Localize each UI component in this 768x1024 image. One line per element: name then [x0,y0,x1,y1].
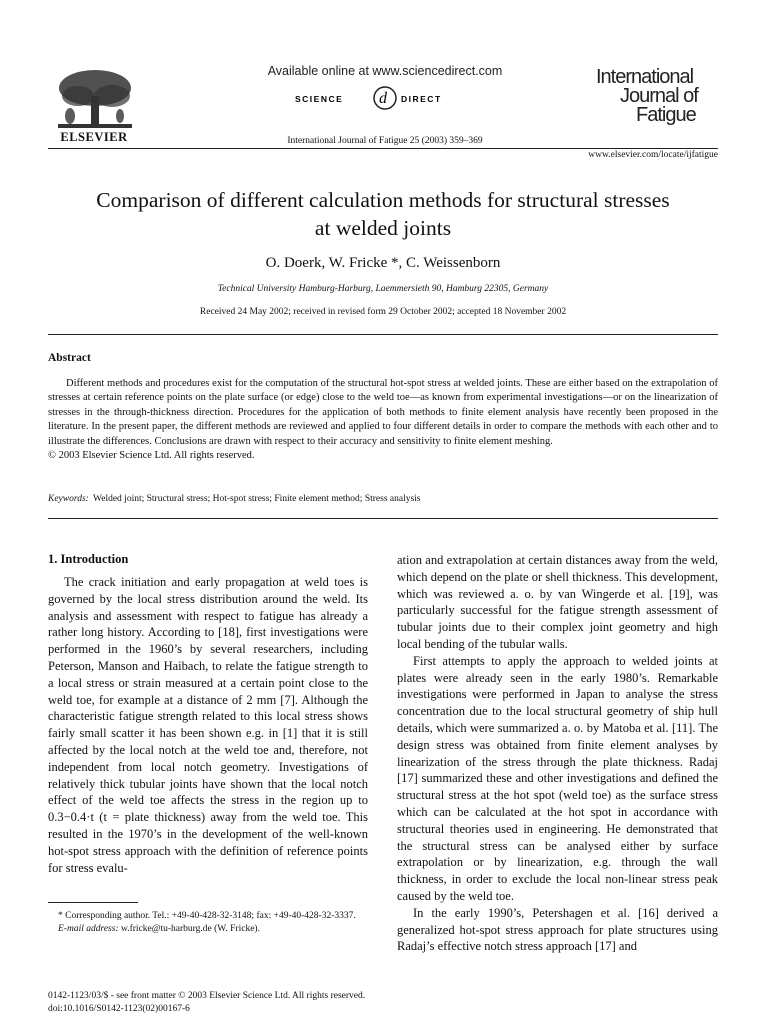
paragraph: The crack initiation and early propagation at weld toes is governed by the local stress distribution around the weld. Its analysis and assessment with respect to fatigue has already a rather long history. According to [18], first investigations were performed in the 1960’s by several researchers, including Peterson, Manson and Haibach, to relate the fatigue strength to a local stress or strain measured at a certain point close to the weld toe, for example at a distance of 2 mm [7]. Although the characteristic fatigue strength related to this local stress shows fairly small scatter it has been shown e.g. in [1] that it is still affected by the local notch at the weld toe and, therefore, not independent from local notch geometry. Investigations of relatively thick tubular joints have shown that the local notch effect of the weld toe affects the stress in the region up to 0.3−0.4·t (t = plate thickness) away from the weld toe. This resulted in the 1970’s in the development of the well-known hot-spot stress approach with the definition of reference points for stress evalu- [48,575,368,875]
elsevier-tree-logo [50,66,140,132]
journal-title-logo [596,68,716,125]
front-matter-info [48,990,718,1015]
paragraph: ation and extrapolation at certain distances away from the weld, which depend on the plate or shell thickness. This development, which was reviewed a. o. by van Wingerde et al. [19], was particularly successful for the fatigue strength assessment of tubular joints due to their complex joint geometry and high local bending of the tubular walls. [397,553,718,651]
section-heading: 1. Introduction [48,552,129,566]
paper-title [48,186,718,242]
journal-title-line: International [596,66,694,88]
abstract-heading: Abstract [48,352,91,364]
sd-left-text: SCIENCE [295,94,344,104]
authors: O. Doerk, W. Fricke *, C. Weissenborn [265,255,501,271]
front-matter-line: 0142-1123/03/$ - see front matter © 2003 Elsevier Science Ltd. All rights reserved. [48,991,366,1001]
svg-text:d: d [379,90,387,107]
header-divider [48,148,718,149]
abstract-body [48,377,718,463]
abstract-copyright: © 2003 Elsevier Science Ltd. All rights reserved. [48,450,255,462]
doi: doi:10.1016/S0142-1123(02)00167-6 [48,1003,190,1014]
title-line: Comparison of different calculation methods for structural stresses [96,188,670,212]
right-column [397,552,718,955]
available-online-text: Available online at www.sciencedirect.com [267,64,503,78]
abstract-text: Different methods and procedures exist for the computation of the structural hot-spot stress at welded joints. These are either based on the extrapolation of stresses at certain reference points on the plate surface (or edge) close to the weld toe—as known from experimental investigations—or on the linearization of stresses in the through-thickness direction. Procedures for the application of both methods to finite element analysis have recently been proposed in the literature. In the present paper, the different methods are reviewed and applied to four different details in order to compare the methods with each other and to illustrate the differences. Conclusions are drawn with respect to their accuracy and sensitivity to finite element meshing. [48,378,718,447]
left-column [48,574,368,876]
footnote-divider [48,902,138,903]
sciencedirect-logo [295,82,475,112]
divider [48,334,718,335]
affiliation: Technical University Hamburg-Harburg, Laemmersieth 90, Hamburg 22305, Germany [217,284,549,294]
footnote-email[interactable]: w.fricke@tu-harburg.de (W. Fricke). [120,924,260,934]
paragraph: In the early 1990’s, Petershagen et al. [16] derived a generalized hot-spot stress approach for plate structures using Radaj’s effective notch stress approach [17] and [397,905,718,954]
footnote-corresponding: * Corresponding author. Tel.: +49-40-428-32-3148; fax: +49-40-428-32-3337. [58,911,356,921]
keywords [48,494,718,504]
journal-title-line: Journal of [620,85,698,107]
journal-reference: International Journal of Fatigue 25 (2003) 359–369 [287,136,483,146]
divider [48,518,718,519]
footnote-email-label: E-mail address: [58,924,119,934]
paragraph: First attempts to apply the approach to welded joints at plates were already seen in the early 1980’s. Remarkable investigations were performed in Japan to analyse the stress concentration due to the local structural geometry of ship hull details, which were summarized a. o. by Matoba et al. [11]. The design stress was obtained from finite element analyses by linearization of the stress through the plate thickness. Radaj [17] summarized these and other investigations and defined the structural stress at the hot spot (weld toe) as the surface stress which can be calculated at the hot spot in accordance with structural theories used in engineering. He demonstrated that the structural stress can be analysed either by surface extrapolation or by linearization, e.g. through the wall thickness, in order to exclude the local non-linear stress peak caused by the weld toe. [397,653,718,903]
journal-title-line: Fatigue [636,104,696,126]
publisher-name: ELSEVIER [60,130,128,144]
journal-url: www.elsevier.com/locate/ijfatigue [588,150,718,160]
title-line: at welded joints [314,216,452,240]
sd-right-text: DIRECT [401,94,442,104]
footnote [48,910,368,936]
received-dates: Received 24 May 2002; received in revised form 29 October 2002; accepted 18 November 2002 [199,307,567,317]
keywords-label: Keywords: [48,494,89,504]
keywords-text: Welded joint; Structural stress; Hot-spot stress; Finite element method; Stress analysis [93,494,421,504]
